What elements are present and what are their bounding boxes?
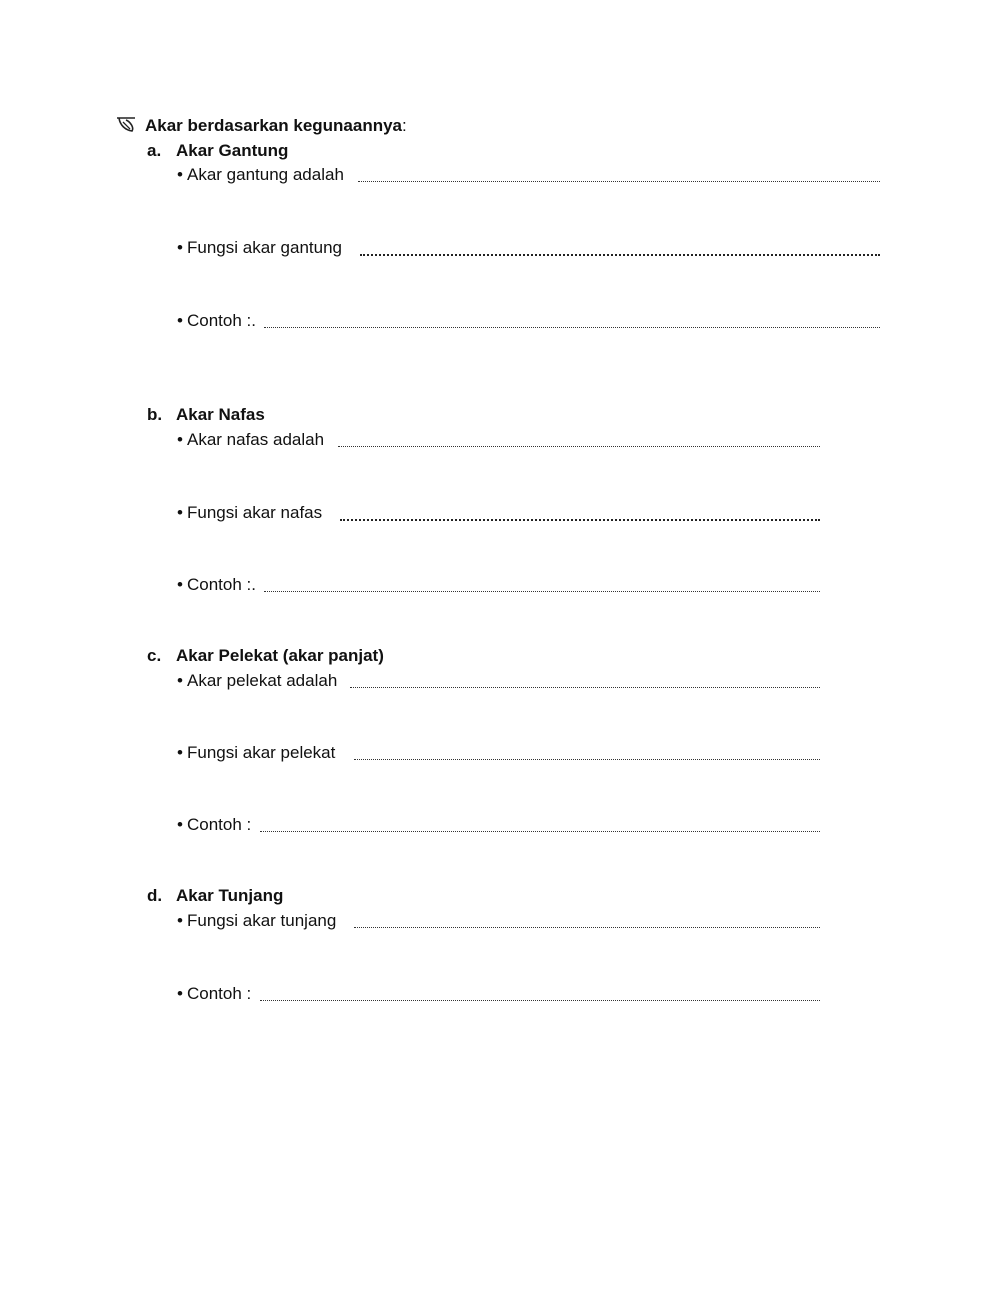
leaf-sketch-icon — [115, 116, 137, 134]
list-item — [174, 575, 1000, 597]
section-a-title — [147, 141, 288, 161]
answer-blank[interactable] — [338, 446, 820, 447]
answer-blank[interactable] — [354, 927, 820, 928]
item-label: Contoh : — [187, 815, 252, 834]
bullet-dot: • — [177, 743, 183, 762]
section-heading: Akar Gantung — [176, 141, 289, 160]
section-letter: b. — [147, 405, 163, 424]
bullet-dot: • — [177, 503, 183, 522]
item-label: Akar pelekat adalah — [187, 671, 338, 690]
section-heading: Akar Nafas — [176, 405, 265, 424]
bullet-dot: • — [177, 238, 183, 257]
answer-blank[interactable] — [260, 1000, 820, 1001]
section-letter: a. — [147, 141, 162, 160]
list-item — [174, 911, 1000, 933]
list-item — [174, 238, 1000, 260]
section-c-title — [147, 646, 384, 666]
bullet-dot: • — [177, 430, 183, 449]
list-item — [174, 430, 1000, 452]
list-item — [174, 984, 1000, 1006]
list-item — [174, 671, 1000, 693]
list-item — [174, 815, 1000, 837]
section-heading: Akar Pelekat (akar panjat) — [176, 646, 384, 665]
item-label: Fungsi akar nafas — [187, 503, 323, 522]
item-label: Akar nafas adalah — [187, 430, 325, 449]
item-label: Fungsi akar gantung — [187, 238, 342, 257]
answer-blank[interactable] — [358, 181, 880, 182]
answer-blank[interactable] — [260, 831, 820, 832]
bullet-dot: • — [177, 575, 183, 594]
section-d-title — [147, 886, 283, 906]
section-b-title — [147, 405, 265, 425]
section-letter: c. — [147, 646, 162, 665]
item-label: Contoh : — [187, 984, 252, 1003]
list-item — [174, 743, 1000, 765]
section-letter: d. — [147, 886, 163, 905]
answer-blank[interactable] — [264, 327, 880, 328]
answer-blank[interactable] — [264, 591, 820, 592]
answer-blank[interactable] — [354, 759, 820, 760]
section-heading: Akar Tunjang — [176, 886, 284, 905]
bullet-dot: • — [177, 984, 183, 1003]
answer-blank[interactable] — [340, 519, 820, 521]
list-item — [174, 503, 1000, 525]
bullet-dot: • — [177, 311, 183, 330]
item-label: Fungsi akar pelekat — [187, 743, 336, 762]
heading-colon: : — [402, 116, 407, 135]
answer-blank[interactable] — [360, 254, 880, 256]
bullet-dot: • — [177, 815, 183, 834]
item-label: Contoh :. — [187, 575, 256, 594]
worksheet-heading — [115, 116, 407, 136]
answer-blank[interactable] — [350, 687, 820, 688]
item-label: Akar gantung adalah — [187, 165, 344, 184]
item-label: Fungsi akar tunjang — [187, 911, 337, 930]
bullet-dot: • — [177, 671, 183, 690]
bullet-dot: • — [177, 165, 183, 184]
item-label: Contoh :. — [187, 311, 256, 330]
bullet-dot: • — [177, 911, 183, 930]
heading-title: Akar berdasarkan kegunaannya — [145, 116, 403, 135]
list-item — [174, 311, 1000, 333]
list-item — [174, 165, 1000, 187]
